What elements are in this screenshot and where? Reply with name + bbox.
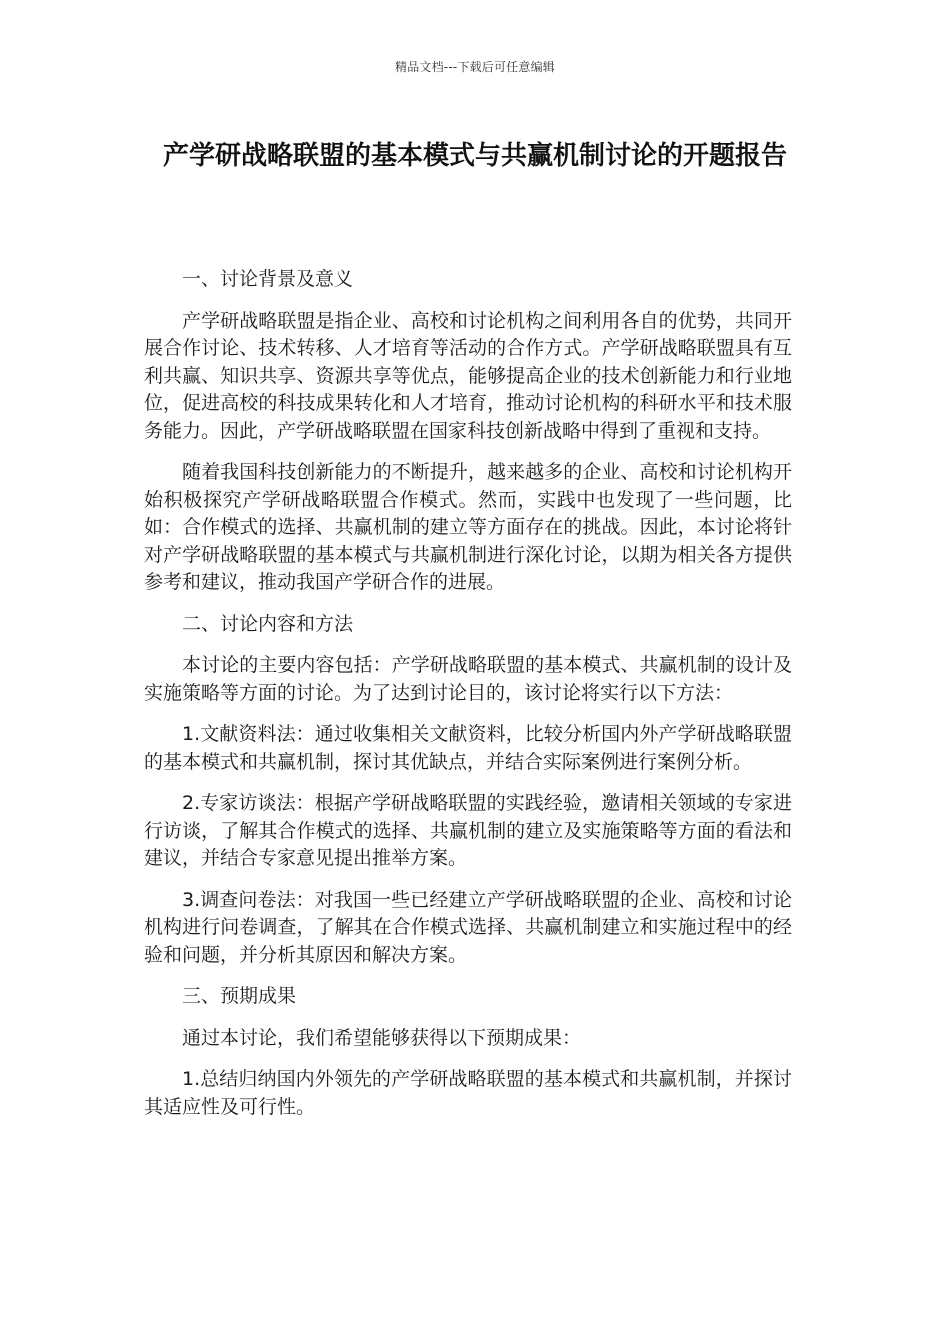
paragraph: 产学研战略联盟是指企业、高校和讨论机构之间利用各自的优势，共同开展合作讨论、技术转移、人才培育等活动的合作方式。产学研战略联盟具有互利共赢、知识共享、资源共享等优点，能够提高企业的技术创新能力和行业地位，促进高校的科技成果转化和人才培育，推动讨论机构的科研水平和技术服务能力。因此，产学研战略联盟在国家科技创新战略中得到了重视和支持。	[144, 309, 792, 442]
paragraph: 3.调查问卷法：对我国一些已经建立产学研战略联盟的企业、高校和讨论机构进行问卷调查，了解其在合作模式选择、共赢机制建立和实施过程中的经验和问题，并分析其原因和解决方案。	[144, 888, 792, 966]
section-heading-content-methods: 二、讨论内容和方法	[182, 612, 354, 635]
paragraph: 通过本讨论，我们希望能够获得以下预期成果：	[182, 1026, 582, 1049]
paragraph: 2.专家访谈法：根据产学研战略联盟的实践经验，邀请相关领域的专家进行访谈，了解其合作模式的选择、共赢机制的建立及实施策略等方面的看法和建议，并结合专家意见提出推举方案。	[144, 792, 792, 869]
document-body	[144, 266, 792, 1135]
paragraph: 1.文献资料法：通过收集相关文献资料，比较分析国内外产学研战略联盟的基本模式和共赢机制，探讨其优缺点，并结合实际案例进行案例分析。	[144, 723, 792, 773]
section-heading-expected-results: 三、预期成果	[182, 985, 297, 1007]
paragraph: 1.总结归纳国内外领先的产学研战略联盟的基本模式和共赢机制，并探讨其适应性及可行性。	[144, 1068, 792, 1118]
paragraph: 随着我国科技创新能力的不断提升，越来越多的企业、高校和讨论机构开始积极探究产学研战略联盟合作模式。然而，实践中也发现了一些问题，比如：合作模式的选择、共赢机制的建立等方面存在的挑战。因此，本讨论将针对产学研战略联盟的基本模式与共赢机制进行深化讨论，以期为相关各方提供参考和建议，推动我国产学研合作的进展。	[144, 461, 792, 593]
paragraph: 本讨论的主要内容包括：产学研战略联盟的基本模式、共赢机制的设计及实施策略等方面的讨论。为了达到讨论目的，该讨论将实行以下方法：	[144, 654, 792, 704]
page-header-note: 精品文档---下载后可任意编辑	[395, 60, 555, 74]
document-title: 产学研战略联盟的基本模式与共赢机制讨论的开题报告	[162, 141, 787, 171]
section-heading-background: 一、讨论背景及意义	[182, 268, 354, 290]
